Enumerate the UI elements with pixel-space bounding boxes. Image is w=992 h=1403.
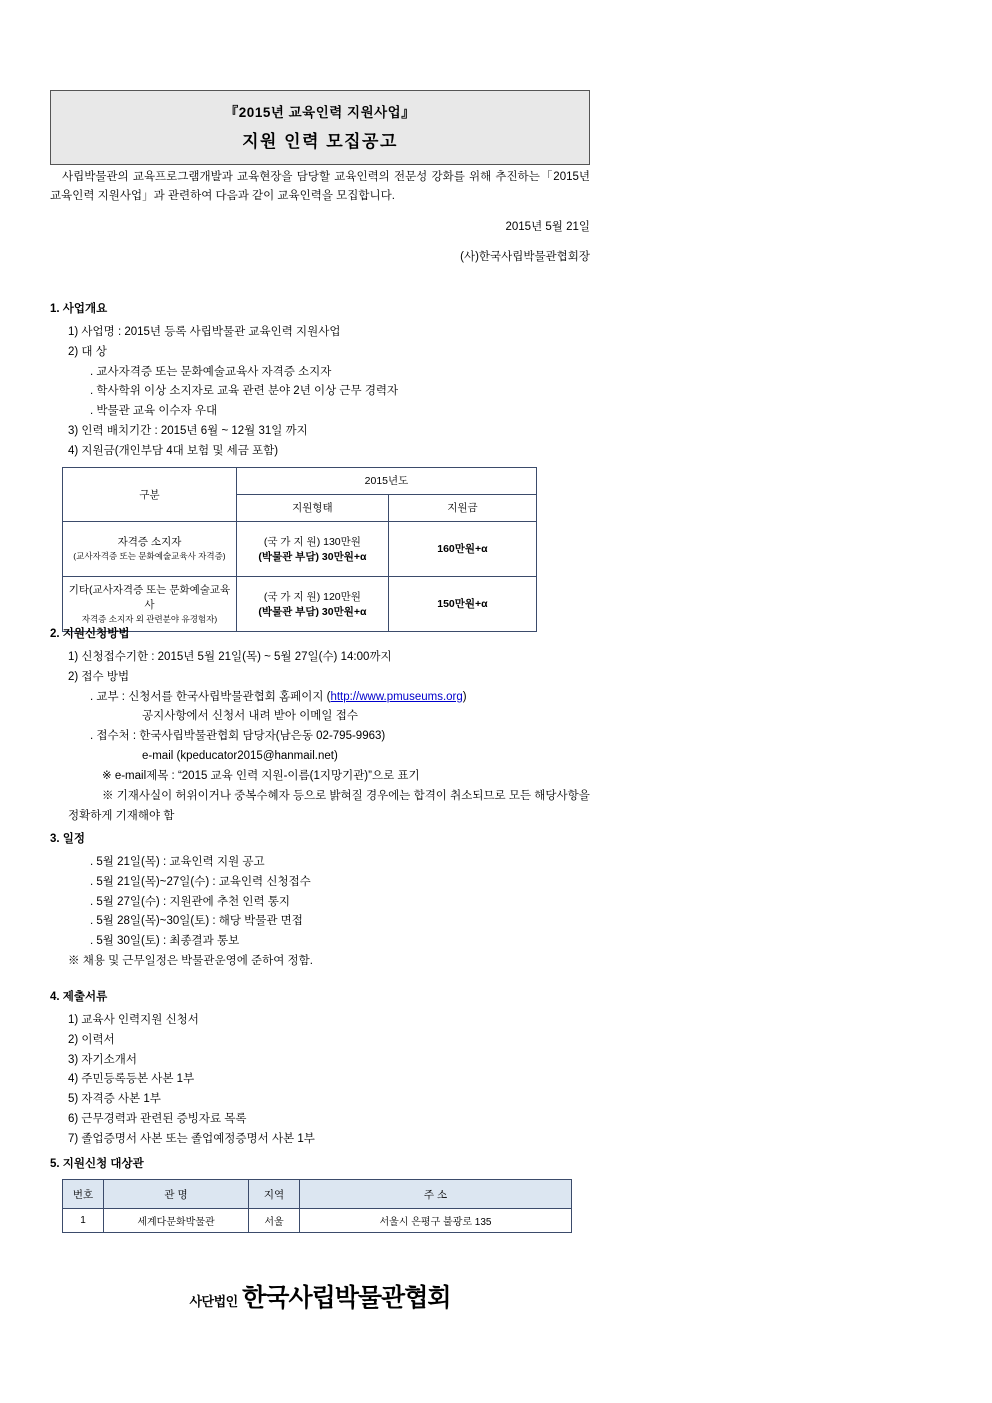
cell-support-type [236,576,388,631]
section4-heading: 4. 제출서류 [50,991,108,1003]
document-item: 3) 자기소개서 [68,1053,137,1066]
section1-subitem: . 교사자격증 또는 문화예술교육사 자격증 소지자 [90,365,332,378]
th-museum-name: 관 명 [104,1180,249,1209]
table-row [63,1209,572,1233]
section2-note-subject: ※ e-mail제목 : “2015 교육 인력 지원-이름(1지망기관)”으로 표기 [102,769,420,782]
schedule-item: . 5월 30일(토) : 최종결과 통보 [90,935,240,948]
section2-note-false-info-cont: 정확하게 기재해야 함 [68,809,175,822]
cell-category-sub: (교사자격증 또는 문화예술교육사 자격증) [73,551,226,562]
th-support-amount: 지원금 [388,494,536,521]
cell-region: 서울 [249,1209,300,1233]
schedule-item: . 5월 21일(목)~27일(수) : 교육인력 신청접수 [90,875,311,888]
th-region: 지역 [249,1180,300,1209]
section1-item: 2) 대 상 [68,345,107,358]
section2-distribution-suffix: ) [462,690,467,703]
document-item: 5) 자격증 사본 1부 [68,1093,161,1106]
issuer-name: (사)한국사립박물관협회장 [460,251,590,263]
cell-support-type [236,521,388,576]
cell-number: 1 [63,1209,104,1233]
cell-type-line-gov: (국 가 지 원) 120만원 [263,590,361,603]
section-required-documents [50,988,950,1151]
th-category: 구분 [63,467,237,521]
cell-support-amount: 150만원+α [388,576,536,631]
section1-heading: 1. 사업개요 [50,303,108,315]
section-schedule [50,830,950,973]
document-item: 4) 주민등록등본 사본 1부 [68,1073,195,1086]
page-title: 지원 인력 모집공고 [242,132,398,151]
intro-paragraph: 사립박물관의 교육프로그램개발과 교육현장을 담당할 교육인력의 전문성 강화를 위해 추진하는「2015년 교육인력 지원사업」과 관련하여 다음과 같이 교육인력을 모집합니다. [50,171,590,202]
section2-method-label: 2) 접수 방법 [68,670,130,683]
cell-type-line-museum: (박물관 부담) 30만원+α [258,550,367,563]
table-row [63,521,537,576]
section1-subitem: . 박물관 교육 이수자 우대 [90,405,218,418]
section1-item: 4) 지원금(개인부담 4대 보험 및 세금 포함) [68,444,279,457]
schedule-item: . 5월 28일(목)~30일(토) : 해당 박물관 면접 [90,915,303,928]
section1-item: 3) 인력 배치기간 : 2015년 6월 ~ 12월 31일 까지 [68,425,308,438]
cell-address: 서울시 은평구 불광로 135 [300,1209,572,1233]
issue-date: 2015년 5월 21일 [505,221,590,233]
th-address: 주 소 [300,1180,572,1209]
target-museum-table [62,1179,572,1233]
section2-distribution [50,689,950,707]
table-header-row [63,467,537,494]
title-program-name: 『2015년 교육인력 지원사업』 [224,105,416,120]
table-header-row [63,1180,572,1209]
section2-email: e-mail (kpeducator2015@hanmail.net) [142,750,338,763]
section2-heading: 2. 지원신청방법 [50,628,130,640]
cell-type-line-gov: (국 가 지 원) 130만원 [263,535,361,548]
homepage-link[interactable]: http://www.pmuseums.org [330,690,463,703]
section2-note-false-info: ※ 기재사실이 허위이거나 중복수혜자 등으로 밝혀질 경우에는 합격이 취소되므로 모든 해당사항을 [102,789,590,802]
section2-receiver: . 접수처 : 한국사립박물관협회 담당자(남은동 02-795-9963) [90,730,386,743]
section2-distribution-prefix: . 교부 : 신청서를 한국사립박물관협회 홈페이지 ( [90,690,331,703]
document-item: 7) 졸업증명서 사본 또는 졸업예정증명서 사본 1부 [68,1132,315,1145]
support-amount-table [62,467,537,632]
section5-heading: 5. 지원신청 대상관 [50,1158,144,1170]
schedule-note: ※ 채용 및 근무일정은 박물관운영에 준하여 정함. [68,955,313,968]
section-application-method [50,625,950,827]
table-row [63,576,537,631]
cell-category [63,576,237,631]
cell-category-main: 기타(교사자격증 또는 문화예술교육사 [68,583,231,611]
document-item: 2) 이력서 [68,1033,115,1046]
section-business-overview [50,300,950,632]
cell-category-sub: 자격증 소지자 외 관련분야 유경험자) [81,613,218,624]
section3-heading: 3. 일정 [50,833,86,845]
section2-distribution-cont: 공지사항에서 신청서 내려 받아 이메일 접수 [142,710,358,723]
section2-deadline: 1) 신청접수기한 : 2015년 5월 21일(목) ~ 5월 27일(수) 14:00까지 [68,651,392,663]
section-target-museums [50,1155,950,1233]
th-number: 번호 [63,1180,104,1209]
cell-category-main: 자격증 소지자 [117,536,182,549]
footer-organization-name: 한국사립박물관협회 [242,1285,451,1312]
announcement-title-box [50,90,590,165]
footer-corporation-type: 사단법인 [189,1294,238,1309]
document-item: 1) 교육사 인력지원 신청서 [68,1014,199,1026]
document-item: 6) 근무경력과 관련된 증빙자료 목록 [68,1113,247,1126]
cell-category [63,521,237,576]
cell-museum-name: 세계다문화박물관 [104,1209,249,1233]
organization-footer [0,1278,640,1314]
th-year-group: 2015년도 [236,467,536,494]
schedule-item: . 5월 21일(목) : 교육인력 지원 공고 [90,856,265,868]
th-support-type: 지원형태 [236,494,388,521]
cell-support-amount: 160만원+α [388,521,536,576]
cell-type-line-museum: (박물관 부담) 30만원+α [258,605,367,618]
schedule-item: . 5월 27일(수) : 지원관에 추천 인력 통지 [90,895,291,908]
section1-subitem: . 학사학위 이상 소지자로 교육 관련 분야 2년 이상 근무 경력자 [90,385,399,398]
section1-item: 1) 사업명 : 2015년 등록 사립박물관 교육인력 지원사업 [68,326,341,338]
